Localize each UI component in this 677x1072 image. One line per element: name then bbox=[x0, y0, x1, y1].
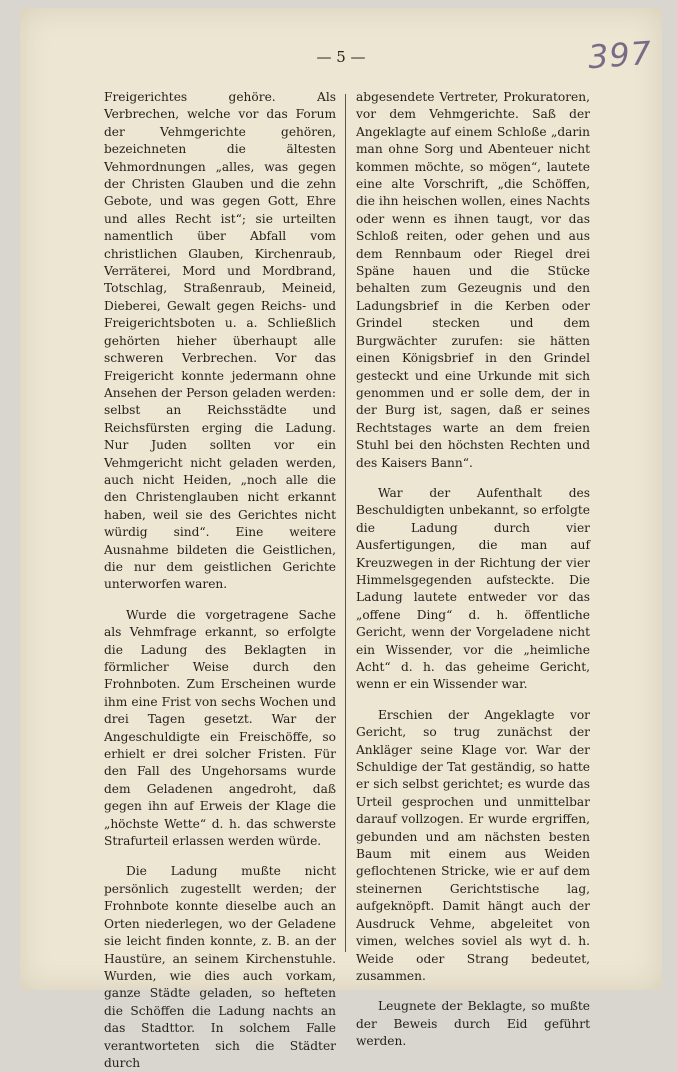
paragraph: Die Ladung mußte nicht persönlich zugestellt werden; der Frohnbote konnte dieselbe auch an Orten niederlegen, wo der Geladene sie leicht finden konnte, z. B. an der Haustüre, an seinem Kirchenstuhle. Wurden, wie dies auch vorkam, ganze Städte geladen, so hefteten die Schöffen die Ladung nachts an das Stadttor. In solchem Falle verantworteten sich die Städter durch bbox=[104, 864, 336, 1070]
right-column bbox=[356, 89, 590, 1051]
paragraph: Wurde die vorgetragene Sache als Vehmfrage erkannt, so erfolgte die Ladung des Beklagten in förmlicher Weise durch den Frohnboten. Zum Erscheinen wurde ihm eine Frist von sechs Wochen und drei Tagen gesetzt. War der Angeschuldigte ein Freischöffe, so erhielt er drei solcher Fristen. Für den Fall des Ungehorsams wurde dem Geladenen angedroht, daß gegen ihn auf Erweis der Klage die „höchste Wette“ d. h. das schwerste Strafurteil erlassen werden würde. bbox=[104, 607, 336, 849]
paragraph: Freigerichtes gehöre. Als Verbrechen, welche vor das Forum der Vehmgerichte gehören, bezeichneten die ältesten Vehmordnungen „alles, was gegen der Christen Glauben und die zehn Gebote, und was gegen Gott, Ehre und alles Recht ist“; sie urteilten namentlich über Abfall vom christlichen Glauben, Kirchenraub, Verräterei, Mord und Mordbrand, Totschlag, Straßenraub, Meineid, Dieberei, Gewalt gegen Reichs- und Freigerichtsboten u. a. Schließlich gehörten hieher überhaupt alle schweren Verbrechen. Vor das Freigericht konnte jedermann ohne Ansehen der Person geladen werden: selbst an Reichsstädte und Reichsfürsten erging die Ladung. Nur Juden sollten vor ein Vehmgericht nicht geladen werden, auch nicht Heiden, „noch alle die den Christenglauben nicht erkannt haben, weil sie des Gerichtes nicht würdig sind“. Eine weitere Ausnahme bildeten die Geistlichen, die nur dem geistlichen Gerichte unterworfen waren. bbox=[104, 90, 336, 592]
archive-number-annotation: 397 bbox=[586, 33, 654, 77]
paragraph: War der Aufenthalt des Beschuldigten unbekannt, so erfolgte die Ladung durch vier Ausfertigungen, die man auf Kreuzwegen in der Richtung der vier Himmelsgegenden aufsteckte. Die Ladung lautete entweder vor das „offene Ding“ d. h. öffentliche Gericht, wenn der Vorgeladene nicht ein Wissender, vor die „heimliche Acht“ d. h. das geheime Gericht, wenn er ein Wissender war. bbox=[356, 485, 590, 692]
document-page bbox=[20, 8, 662, 1070]
left-column bbox=[104, 89, 336, 1072]
paragraph: abgesendete Vertreter, Prokuratoren, vor dem Vehmgerichte. Saß der Angeklagte auf einem Schloße „darin man ohne Sorg und Abenteuer nicht kommen möchte, so mögen“, lautete eine alte Vorschrift, „die Schöffen, die ihn heischen wollen, eines Nachts oder wenn es ihnen taugt, vor das Schloß reiten, oder gehen und aus dem Rennbaum oder Riegel drei Späne hauen und die Stücke behalten zum Gezeugnis und den Ladungsbrief in die Kerben oder Grindel stecken und dem Burgwächter zurufen: sie hätten einen Königsbrief in den Grindel gesteckt und eine Urkunde mit sich genommen und er solle dem, der in der Burg ist, sagen, daß er seines Rechtstages warte an dem freien Stuhl bei den höchsten Rechten und des Kaisers Bann“. bbox=[356, 90, 590, 470]
page-number: — 5 — bbox=[316, 48, 366, 66]
column-divider bbox=[345, 94, 346, 952]
paragraph: Leugnete der Beklagte, so mußte der Beweis durch Eid geführt werden. bbox=[356, 999, 590, 1049]
paragraph: Erschien der Angeklagte vor Gericht, so trug zunächst der Ankläger seine Klage vor. War der Schuldige der Tat geständig, so hatte er sich selbst gerichtet; es wurde das Urteil gesprochen und unmittelbar darauf vollzogen. Er wurde ergriffen, gebunden und am nächsten besten Baum mit einem aus Weiden geflochtenen Stricke, wie er auf dem steinernen Gerichtstische lag, aufgeknöpft. Damit hängt auch der Ausdruck Vehme, abgeleitet von vimen, welches soviel als wyt d. h. Weide oder Strang bedeutet, zusammen. bbox=[356, 707, 590, 983]
